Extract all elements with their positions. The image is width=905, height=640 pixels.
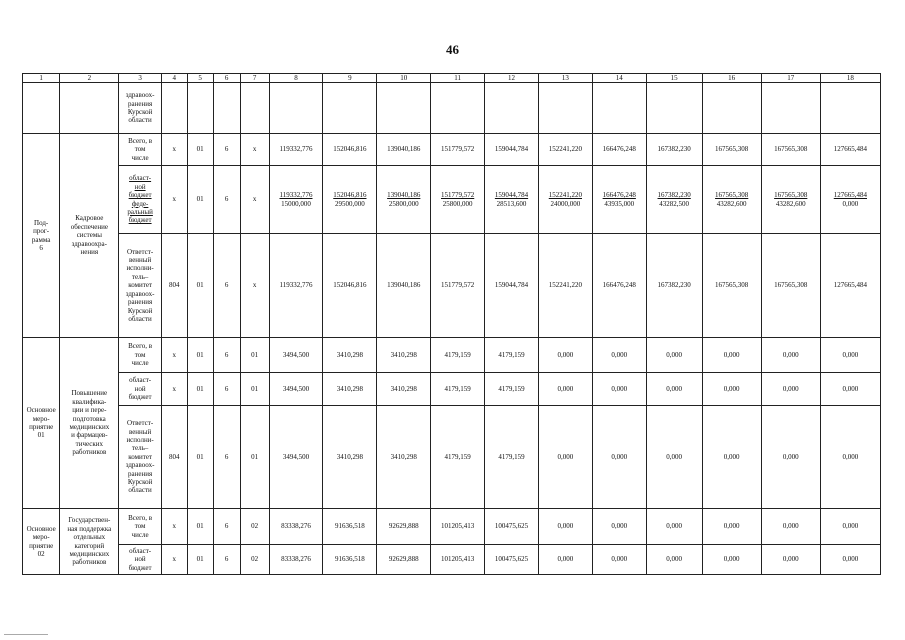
value-cell [820, 166, 880, 234]
value-cell: 0,000 [702, 338, 761, 373]
value-secondary: 28513,600 [496, 199, 527, 208]
value-cell: 0,000 [538, 338, 592, 373]
table-row [23, 509, 881, 545]
value-cell: 0,000 [592, 406, 646, 509]
code-cell: x [240, 134, 269, 166]
value-primary: 127665,484 [833, 191, 867, 200]
value-cell: 0,000 [538, 509, 592, 545]
value-primary: 151779,572 [441, 191, 475, 200]
value-cell: 0,000 [538, 406, 592, 509]
table-row [23, 373, 881, 406]
code-cell: x [161, 545, 187, 575]
value-primary: 139040,186 [387, 191, 421, 200]
value-cell: 101205,413 [431, 545, 485, 575]
code-cell: 6 [213, 545, 240, 575]
program-name: Под- прог- рамма 6 [23, 134, 60, 338]
value-cell: 4179,159 [431, 406, 485, 509]
code-cell: x [161, 134, 187, 166]
empty-cell [646, 83, 702, 134]
value-cell: 167382,230 [646, 134, 702, 166]
value-cell: 127665,484 [820, 134, 880, 166]
value-cell: 152046,816 [323, 134, 377, 166]
value-cell: 0,000 [592, 373, 646, 406]
empty-cell [538, 83, 592, 134]
table-row [23, 338, 881, 373]
value-cell: 0,000 [761, 373, 820, 406]
value-cell: 0,000 [702, 509, 761, 545]
header-cell: 15 [646, 74, 702, 83]
value-cell [592, 166, 646, 234]
value-cell: 0,000 [646, 406, 702, 509]
value-cell: 0,000 [761, 406, 820, 509]
value-cell: 139040,186 [377, 234, 431, 338]
value-cell: 151779,572 [431, 134, 485, 166]
value-primary: 119332,776 [279, 191, 313, 200]
code-cell: 01 [240, 373, 269, 406]
value-secondary: 25800,000 [442, 199, 473, 208]
value-cell: 159044,784 [485, 234, 539, 338]
value-cell: 3410,298 [377, 406, 431, 509]
value-cell: 167565,308 [761, 134, 820, 166]
empty-cell [485, 83, 539, 134]
code-cell: x [240, 234, 269, 338]
header-cell: 2 [60, 74, 119, 83]
value-cell [431, 166, 485, 234]
value-cell: 0,000 [592, 509, 646, 545]
code-cell: 01 [187, 134, 213, 166]
header-cell: 12 [485, 74, 539, 83]
value-cell: 0,000 [702, 545, 761, 575]
value-cell [646, 166, 702, 234]
value-secondary: 25800,000 [388, 199, 419, 208]
table-row [23, 166, 881, 234]
value-cell: 3410,298 [377, 373, 431, 406]
value-cell: 100475,625 [485, 545, 539, 575]
value-cell: 4179,159 [431, 338, 485, 373]
program-description: Кадровое обеспечение системы здравоохра- нения [60, 134, 119, 338]
code-cell: 01 [187, 166, 213, 234]
code-cell: x [240, 166, 269, 234]
value-cell [761, 166, 820, 234]
value-cell: 0,000 [820, 406, 880, 509]
empty-cell [820, 83, 880, 134]
header-cell: 8 [269, 74, 323, 83]
value-cell: 152241,220 [538, 134, 592, 166]
code-cell: 6 [213, 234, 240, 338]
value-cell: 3494,500 [269, 406, 323, 509]
value-cell: 151779,572 [431, 234, 485, 338]
header-cell: 6 [213, 74, 240, 83]
empty-cell [240, 83, 269, 134]
header-cell: 1 [23, 74, 60, 83]
empty-cell [761, 83, 820, 134]
value-cell: 167565,308 [702, 134, 761, 166]
table-row [23, 134, 881, 166]
value-cell: 0,000 [646, 338, 702, 373]
code-cell: x [161, 373, 187, 406]
empty-cell [702, 83, 761, 134]
value-primary: 167565,308 [715, 191, 749, 200]
value-cell: 0,000 [592, 545, 646, 575]
header-cell: 17 [761, 74, 820, 83]
code-cell: 6 [213, 406, 240, 509]
value-secondary: 0,000 [842, 199, 859, 208]
value-cell: 3410,298 [323, 338, 377, 373]
value-secondary: 24000,000 [550, 199, 581, 208]
code-cell: 6 [213, 509, 240, 545]
code-cell: 01 [240, 338, 269, 373]
empty-cell [187, 83, 213, 134]
value-cell: 127665,484 [820, 234, 880, 338]
code-cell: x [161, 166, 187, 234]
funding-source: Всего, в том числе [119, 338, 161, 373]
program-name: Основное меро- приятие 01 [23, 338, 60, 509]
program-description: Повышение квалифика- ции и пере- подготовка медицинских и фармацев- тических работников [60, 338, 119, 509]
value-cell: 101205,413 [431, 509, 485, 545]
value-cell: 139040,186 [377, 134, 431, 166]
value-cell: 91636,518 [323, 509, 377, 545]
value-primary: 167382,230 [657, 191, 691, 200]
value-cell: 0,000 [646, 509, 702, 545]
empty-cell [269, 83, 323, 134]
header-cell: 10 [377, 74, 431, 83]
value-cell: 3410,298 [323, 373, 377, 406]
code-cell: 6 [213, 338, 240, 373]
funding-source: област- ной бюджет [119, 373, 161, 406]
budget-table [22, 73, 881, 575]
header-cell: 14 [592, 74, 646, 83]
value-cell: 3494,500 [269, 338, 323, 373]
value-cell: 0,000 [646, 545, 702, 575]
empty-cell [213, 83, 240, 134]
value-cell: 3410,298 [323, 406, 377, 509]
header-cell: 3 [119, 74, 161, 83]
value-primary: 152046,816 [333, 191, 367, 200]
value-cell: 119332,776 [269, 134, 323, 166]
empty-cell [431, 83, 485, 134]
code-cell: 01 [187, 406, 213, 509]
value-cell [377, 166, 431, 234]
empty-cell [23, 83, 60, 134]
value-primary: 152241,220 [548, 191, 582, 200]
value-cell: 3410,298 [377, 338, 431, 373]
funding-source: Ответст- венный исполни- тель– комитет здравоох- ранения Курской области [119, 234, 161, 338]
value-cell: 4179,159 [485, 373, 539, 406]
header-cell: 11 [431, 74, 485, 83]
funding-source: област- ной бюджет феде- ральный бюджет [119, 166, 161, 234]
value-secondary: 43282,600 [775, 199, 806, 208]
value-cell [323, 166, 377, 234]
empty-cell [377, 83, 431, 134]
value-secondary: 15000,000 [281, 199, 311, 208]
code-cell: 804 [161, 234, 187, 338]
value-primary: 166476,248 [602, 191, 636, 200]
value-cell: 0,000 [820, 509, 880, 545]
code-cell: x [161, 338, 187, 373]
value-cell: 4179,159 [485, 338, 539, 373]
funding-source: област- ной бюджет [119, 545, 161, 575]
value-cell: 0,000 [761, 509, 820, 545]
code-cell: 6 [213, 166, 240, 234]
value-cell: 0,000 [820, 338, 880, 373]
value-cell [485, 166, 539, 234]
empty-cell [161, 83, 187, 134]
table-row [23, 406, 881, 509]
value-cell: 83338,276 [269, 545, 323, 575]
value-cell: 167382,230 [646, 234, 702, 338]
value-cell: 92629,888 [377, 509, 431, 545]
value-cell: 167565,308 [702, 234, 761, 338]
funding-source: Ответст- венный исполни- тель– комитет здравоох- ранения Курской области [119, 406, 161, 509]
header-cell: 5 [187, 74, 213, 83]
value-secondary: 43282,500 [659, 199, 690, 208]
value-primary: 167565,308 [774, 191, 808, 200]
value-cell: 167565,308 [761, 234, 820, 338]
value-cell: 0,000 [538, 545, 592, 575]
value-secondary: 29500,000 [335, 199, 365, 208]
cont-cell-text: здравоох- ранения Курской области [119, 83, 161, 134]
empty-cell [60, 83, 119, 134]
header-cell: 13 [538, 74, 592, 83]
value-cell: 166476,248 [592, 134, 646, 166]
value-cell: 100475,625 [485, 509, 539, 545]
program-description: Государствен- ная поддержка отдельных категорий медицинских работников [60, 509, 119, 575]
value-cell: 119332,776 [269, 234, 323, 338]
code-cell: 6 [213, 373, 240, 406]
value-cell: 0,000 [538, 373, 592, 406]
value-cell: 0,000 [761, 338, 820, 373]
value-cell: 159044,784 [485, 134, 539, 166]
code-cell: 6 [213, 134, 240, 166]
value-cell: 152046,816 [323, 234, 377, 338]
funding-source: Всего, в том числе [119, 134, 161, 166]
value-cell: 0,000 [702, 373, 761, 406]
value-cell: 0,000 [820, 545, 880, 575]
empty-cell [323, 83, 377, 134]
value-cell: 0,000 [702, 406, 761, 509]
value-cell: 0,000 [820, 373, 880, 406]
program-name: Основное меро- приятие 02 [23, 509, 60, 575]
code-cell: 01 [187, 373, 213, 406]
code-cell: 01 [187, 234, 213, 338]
value-secondary: 43282,600 [716, 199, 747, 208]
code-cell: 804 [161, 406, 187, 509]
table-row [23, 545, 881, 575]
value-cell: 0,000 [761, 545, 820, 575]
value-cell [702, 166, 761, 234]
value-cell [538, 166, 592, 234]
table-row [23, 234, 881, 338]
value-cell: 152241,220 [538, 234, 592, 338]
value-primary: 159044,784 [494, 191, 529, 200]
value-cell: 0,000 [646, 373, 702, 406]
value-cell: 4179,159 [485, 406, 539, 509]
value-secondary: 43935,000 [604, 199, 635, 208]
code-cell: 02 [240, 509, 269, 545]
code-cell: 01 [240, 406, 269, 509]
header-cell: 16 [702, 74, 761, 83]
code-cell: 02 [240, 545, 269, 575]
header-cell: 18 [820, 74, 880, 83]
code-cell: x [161, 509, 187, 545]
funding-source: Всего, в том числе [119, 509, 161, 545]
value-cell: 4179,159 [431, 373, 485, 406]
footer-rule [4, 634, 48, 635]
value-cell: 83338,276 [269, 509, 323, 545]
value-cell: 3494,500 [269, 373, 323, 406]
header-cell: 7 [240, 74, 269, 83]
empty-cell [592, 83, 646, 134]
header-cell: 9 [323, 74, 377, 83]
code-cell: 01 [187, 545, 213, 575]
value-cell: 91636,518 [323, 545, 377, 575]
value-cell: 92629,888 [377, 545, 431, 575]
value-cell: 0,000 [592, 338, 646, 373]
code-cell: 01 [187, 338, 213, 373]
value-cell [269, 166, 323, 234]
code-cell: 01 [187, 509, 213, 545]
value-cell: 166476,248 [592, 234, 646, 338]
header-cell: 4 [161, 74, 187, 83]
page-number: 46 [446, 42, 459, 57]
